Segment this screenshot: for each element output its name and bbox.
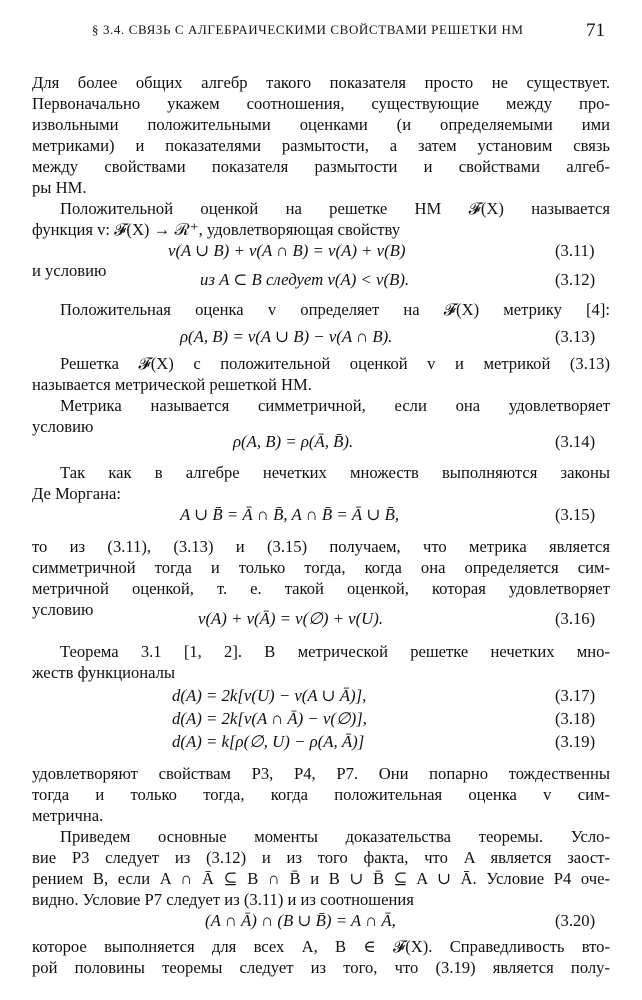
text-line: вие P3 следует из (3.12) и из того факта, что A является заост- [32,848,610,867]
running-title: § 3.4. СВЯЗЬ С АЛГЕБРАИЧЕСКИМИ СВОЙСТВАМИ РЕШЕТКИ НМ [92,22,524,37]
text-line: ры НМ. [32,178,87,197]
equation-number: (3.17) [555,686,596,705]
equation-number: (3.20) [555,911,596,930]
text-line: функция v: 𝓕(X) → ℛ⁺, удовлетворяющая свойству [32,220,401,239]
text-line: которое выполняется для всех A, B ∈ 𝓕(X). Справедливость вто- [32,937,610,956]
equation-number: (3.16) [555,609,596,628]
equation-3-18: d(A) = 2k[v(A ∩ Ā) − v(∅)], [172,709,367,728]
text-line: Метрика называется симметричной, если она удовлетворяет [60,396,610,415]
text-line: называется метрической решеткой НМ. [32,375,312,394]
text-line: и условию [32,261,107,280]
text-line: Первоначально укажем соотношения, существующие между про- [32,94,610,113]
equation-number: (3.15) [555,505,596,524]
text-line: метриками) и показателями размытости, а затем установим связь [32,136,610,155]
page-number: 71 [586,20,605,41]
text-line: Для более общих алгебр такого показателя просто не существует. [32,73,610,92]
text-line: извольными положительными оценками (и определяемыми ими [32,115,610,134]
equation-number: (3.19) [555,732,596,751]
text-line: метрична. [32,806,104,825]
equation-number: (3.14) [555,432,596,451]
equation-3-17: d(A) = 2k[v(U) − v(A ∪ Ā)], [172,686,367,705]
equation-3-11: v(A ∪ B) + v(A ∩ B) = v(A) + v(B) [168,241,406,260]
text-line: симметричной тогда и только тогда, когда она определяется сим- [32,558,610,577]
equation-3-12: из A ⊂ B следует v(A) < v(B). [200,270,410,289]
equation-number: (3.11) [555,241,595,260]
equation-3-20: (A ∩ Ā) ∩ (B ∪ B̄) = A ∩ Ā, [205,911,396,930]
text-line: Де Моргана: [32,484,121,503]
text-line: рой половины теоремы следует из того, что (3.19) является полу- [32,958,610,977]
text-line: метричной оценкой, т. е. такой оценкой, которая удовлетворяет [32,579,610,598]
text-line: видно. Условие P7 следует из (3.11) и из соотношения [32,890,414,909]
text-line: жеств функционалы [32,663,176,682]
text-line: условию [32,600,94,619]
equation-number: (3.13) [555,327,596,346]
text-line: Приведем основные моменты доказательства теоремы. Усло- [60,827,610,846]
equation-3-15: A ∪ B̄ = Ā ∩ B̄, A ∩ B̄ = Ā ∪ B̄, [180,505,400,524]
text-line: удовлетворяют свойствам P3, P4, P7. Они попарно тождественны [32,764,610,783]
text-line: Решетка 𝓕(X) с положительной оценкой v и метрикой (3.13) [60,354,610,373]
equation-3-16: v(A) + v(Ā) = v(∅) + v(U). [198,609,384,628]
text-line: рением B, если A ∩ Ā ⊆ B ∩ B̄ и B ∪ B̄ ⊆ A ∪ Ā. Условие P4 оче- [32,869,610,888]
equation-number: (3.18) [555,709,596,728]
equation-3-13: ρ(A, B) = v(A ∪ B) − v(A ∩ B). [180,327,393,346]
equation-number: (3.12) [555,270,596,289]
text-line: тогда и только тогда, когда положительная оценка v сим- [32,785,610,804]
text-line: условию [32,417,94,436]
theorem-line: Теорема 3.1 [1, 2]. В метрической решетке нечетких мно- [60,642,610,661]
text-line: Положительная оценка v определяет на 𝓕(X) метрику [4]: [60,300,610,319]
definition-line: Положительной оценкой на решетке НМ 𝓕(X) называется [60,199,610,218]
text-line: Так как в алгебре нечетких множеств выполняются законы [60,463,610,482]
text-line: то из (3.11), (3.13) и (3.15) получаем, что метрика является [32,537,610,556]
equation-3-14: ρ(A, B) = ρ(Ā, B̄). [233,432,354,451]
equation-3-19: d(A) = k[ρ(∅, U) − ρ(A, Ā)] [172,732,365,751]
text-line: между свойствами показателя размытости и свойствами алгеб- [32,157,610,176]
